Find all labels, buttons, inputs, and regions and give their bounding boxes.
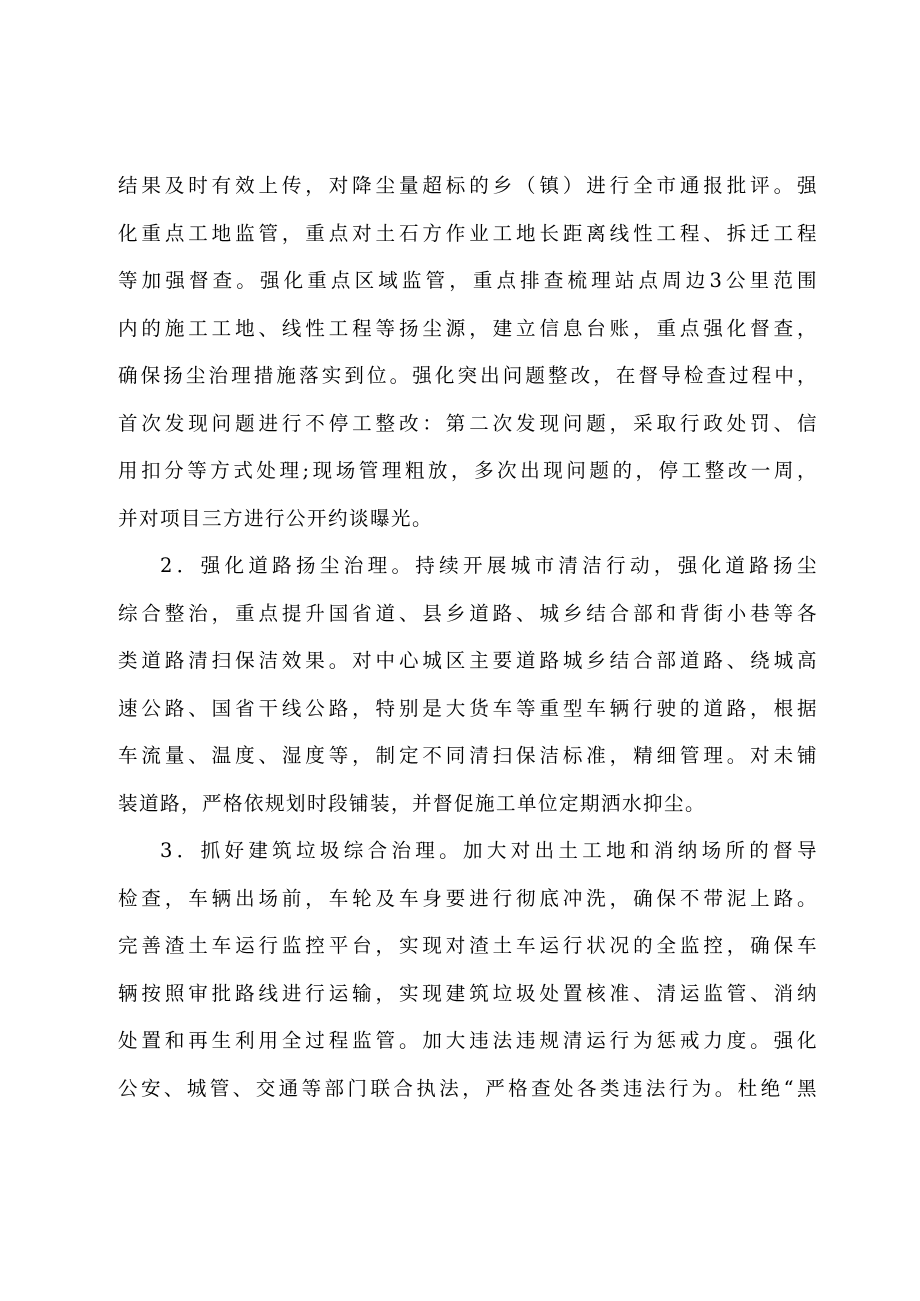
text-line: 等加强督查。强化重点区域监管，重点排查梳理站点周边3公里范围 (118, 269, 818, 292)
text-line: 速公路、国省干线公路，特别是大货车等重型车辆行驶的道路，根据 (118, 696, 818, 720)
text-line: 化重点工地监管，重点对土石方作业工地长距离线性工程、拆迁工程 (118, 221, 818, 245)
text-line: 车流量、温度、湿度等，制定不同清扫保洁标准，精细管理。对未铺 (118, 744, 818, 767)
paragraph-3-first-line: 3．抓好建筑垃圾综合治理。加大对出土工地和消纳场所的督导 (160, 839, 818, 862)
text-line: 内的施工工地、线性工程等扬尘源，建立信息台账，重点强化督查， (118, 316, 818, 340)
text-line: 辆按照审批路线进行运输，实现建筑垃圾处置核准、清运监管、消纳 (118, 981, 818, 1005)
paragraph-2-first-line: 2．强化道路扬尘治理。持续开展城市清洁行动，强化道路扬尘 (160, 554, 818, 577)
text-line: 结果及时有效上传，对降尘量超标的乡（镇）进行全市通报批评。强 (118, 174, 818, 197)
text-line: 公安、城管、交通等部门联合执法，严格查处各类违法行为。杜绝“黑 (118, 1076, 818, 1100)
text-line: 并对项目三方进行公开约谈曝光。 (118, 506, 434, 530)
document-body (118, 162, 818, 1112)
text-line: 处置和再生利用全过程监管。加大违法违规清运行为惩戒力度。强化 (118, 1029, 818, 1052)
text-line: 综合整治，重点提升国省道、县乡道路、城乡结合部和背街小巷等各 (118, 601, 818, 625)
text-line: 首次发现问题进行不停工整改：第二次发现问题，采取行政处罚、信 (118, 411, 818, 435)
text-line: 完善渣土车运行监控平台，实现对渣土车运行状况的全监控，确保车 (118, 934, 818, 957)
text-line: 类道路清扫保洁效果。对中心城区主要道路城乡结合部道路、绕城高 (118, 649, 818, 672)
text-line: 确保扬尘治理措施落实到位。强化突出问题整改，在督导检查过程中， (118, 364, 818, 387)
text-line: 检查，车辆出场前，车轮及车身要进行彻底冲洗，确保不带泥上路。 (118, 886, 818, 910)
text-line: 用扣分等方式处理;现场管理粗放，多次出现问题的，停工整改一周， (118, 459, 818, 482)
text-line: 装道路，严格依规划时段铺装，并督促施工单位定期洒水抑尘。 (118, 791, 707, 815)
